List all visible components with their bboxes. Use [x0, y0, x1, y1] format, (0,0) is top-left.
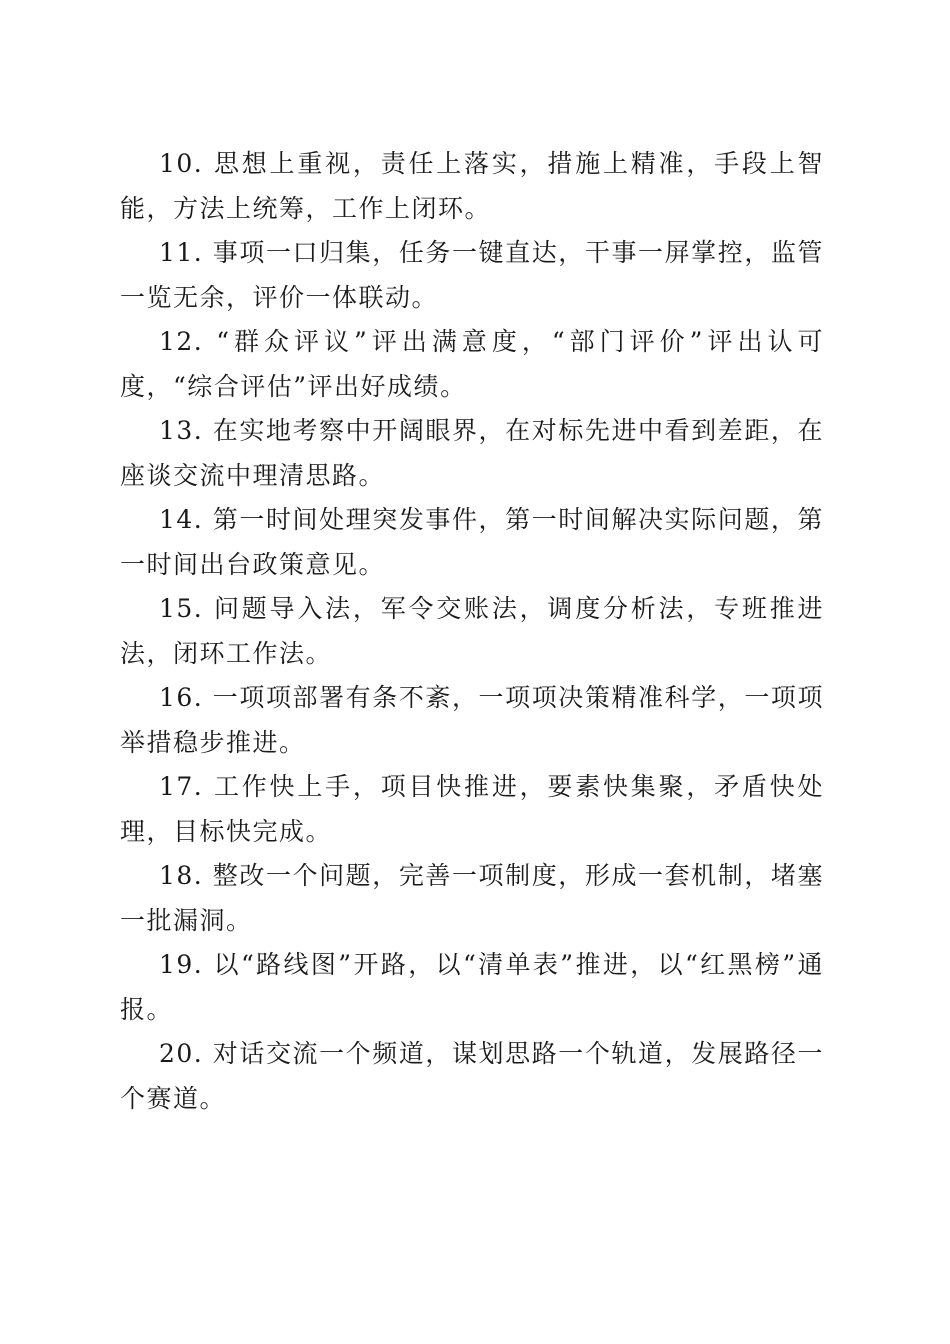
paragraph-12: 12. “群众评议”评出满意度，“部门评价”评出认可度，“综合评估”评出好成绩。	[120, 327, 824, 401]
paragraph-10: 10. 思想上重视，责任上落实，措施上精准，手段上智能，方法上统筹，工作上闭环。	[120, 149, 824, 223]
paragraph-16: 16. 一项项部署有条不紊，一项项决策精准科学，一项项举措稳步推进。	[120, 683, 824, 757]
paragraph-15: 15. 问题导入法，军令交账法，调度分析法，专班推进法，闭环工作法。	[120, 594, 824, 668]
paragraph-18: 18. 整改一个问题，完善一项制度，形成一套机制，堵塞一批漏洞。	[120, 861, 824, 935]
paragraph-11: 11. 事项一口归集，任务一键直达，干事一屏掌控，监管一览无余，评价一体联动。	[120, 238, 824, 312]
paragraph-19: 19. 以“路线图”开路，以“清单表”推进，以“红黑榜”通报。	[120, 950, 824, 1024]
paragraph-20: 20. 对话交流一个频道，谋划思路一个轨道，发展路径一个赛道。	[120, 1039, 824, 1113]
paragraph-13: 13. 在实地考察中开阔眼界，在对标先进中看到差距，在座谈交流中理清思路。	[120, 416, 824, 490]
paragraph-17: 17. 工作快上手，项目快推进，要素快集聚，矛盾快处理，目标快完成。	[120, 772, 824, 846]
paragraph-14: 14. 第一时间处理突发事件，第一时间解决实际问题，第一时间出台政策意见。	[120, 505, 824, 579]
document-body	[120, 142, 824, 1121]
